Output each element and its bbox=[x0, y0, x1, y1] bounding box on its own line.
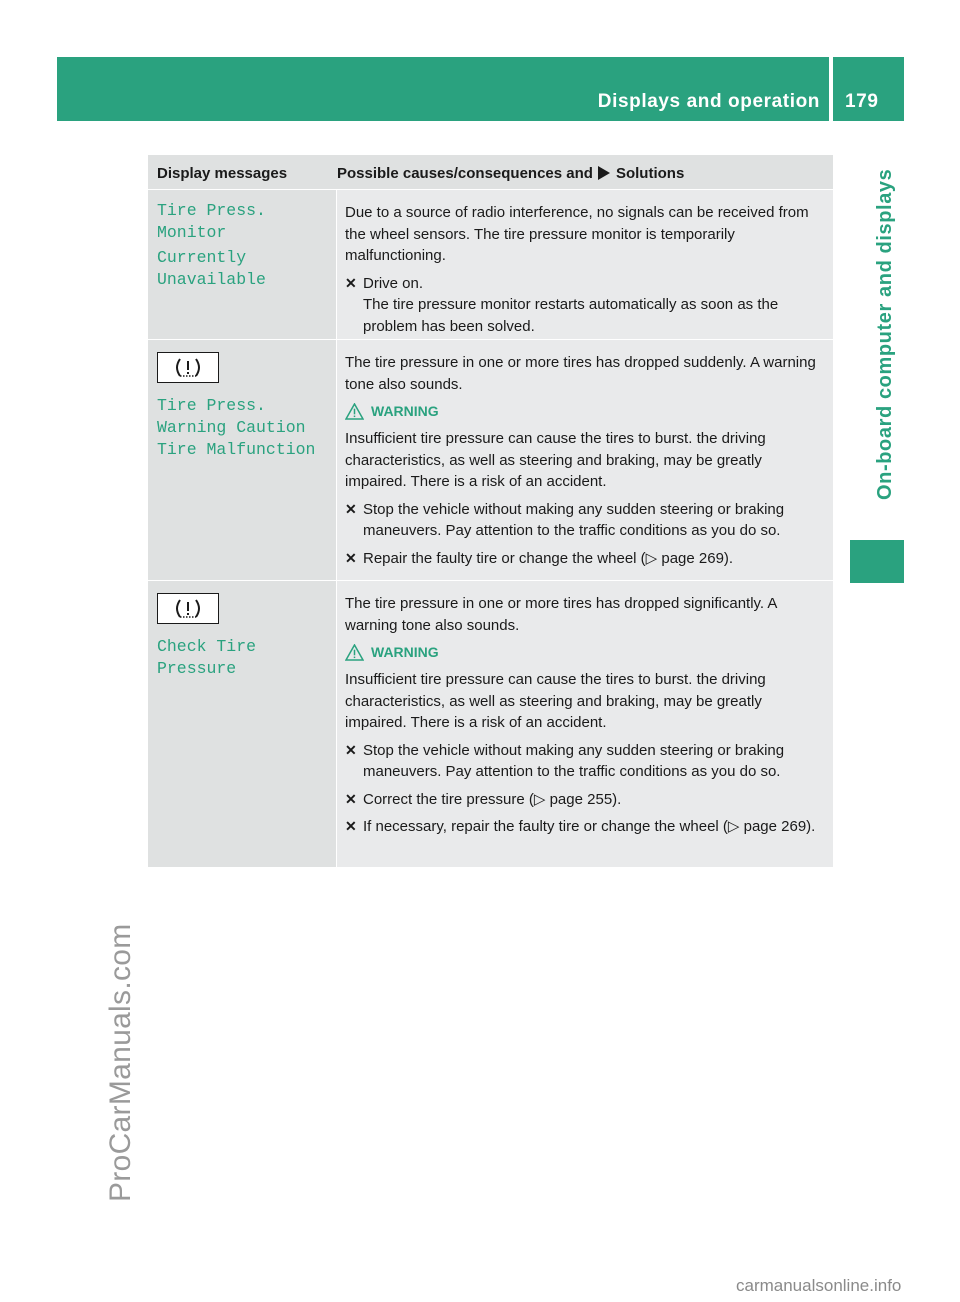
instruction-text: If necessary, repair the faulty tire or change the wheel (▷ page 269). bbox=[363, 818, 816, 835]
cause-text: Due to a source of radio interference, no signals can be received from the wheel sensors. The tire pressure monitor is temporarily malfunctioning. bbox=[345, 204, 809, 264]
table-row bbox=[148, 190, 833, 340]
warning-heading bbox=[345, 401, 827, 421]
display-message-cell bbox=[148, 340, 337, 580]
instruction-body bbox=[363, 273, 827, 338]
display-message-line: Tire Press. bbox=[157, 396, 266, 415]
tire-pressure-warning-icon bbox=[157, 352, 219, 383]
tire-pressure-icon-graphic bbox=[175, 357, 201, 379]
warning-triangle-icon bbox=[345, 403, 364, 420]
instruction-text: Drive on. bbox=[363, 274, 424, 292]
instruction-text: Stop the vehicle without making any sudden steering or braking maneuvers. Pay attention to the traffic conditions as you do so. bbox=[363, 741, 785, 780]
section-title: Displays and operation bbox=[597, 91, 820, 112]
display-message-line: Check Tire Pressure bbox=[157, 637, 257, 678]
warning-text: Insufficient tire pressure can cause the tires to burst. the driving characteristics, as well as steering and braking, may be greatly impaired. There is a risk of an accident. bbox=[345, 671, 766, 731]
solution-cell bbox=[337, 190, 833, 339]
instruction-result: The tire pressure monitor restarts automatically as soon as the problem has been solved. bbox=[363, 296, 779, 335]
table-row bbox=[148, 581, 833, 868]
step-marker-icon: ✕ bbox=[345, 818, 357, 834]
display-message-cell bbox=[148, 190, 337, 339]
column-header-causes-text: Possible causes/consequences and bbox=[337, 165, 593, 182]
display-message-cell bbox=[148, 581, 337, 867]
column-header-display-messages: Display messages bbox=[157, 165, 288, 182]
display-message-line: Unavailable bbox=[157, 270, 266, 289]
column-header-causes bbox=[337, 155, 833, 189]
tire-pressure-warning-icon bbox=[157, 593, 219, 624]
watermark-procarmanuals: ProCarManuals.com bbox=[104, 923, 137, 1202]
header-divider bbox=[829, 57, 833, 121]
warning-label: WARNING bbox=[371, 644, 439, 660]
instruction-step bbox=[345, 548, 827, 570]
display-message-line: Tire Malfunction bbox=[157, 440, 316, 459]
cause-text: The tire pressure in one or more tires has dropped significantly. A warning tone also sounds. bbox=[345, 595, 777, 634]
warning-heading bbox=[345, 642, 827, 662]
side-tab-marker bbox=[850, 540, 904, 583]
display-message-line: Currently bbox=[157, 248, 247, 267]
instruction-step bbox=[345, 789, 827, 811]
instruction-text: Correct the tire pressure (▷ page 255). bbox=[363, 790, 622, 808]
cause-text: The tire pressure in one or more tires has dropped suddenly. A warning tone also sounds. bbox=[345, 354, 816, 393]
instruction-step bbox=[345, 273, 827, 338]
display-message-line: Warning Caution bbox=[157, 418, 306, 437]
solution-cell bbox=[337, 340, 833, 580]
warning-text: Insufficient tire pressure can cause the tires to burst. the driving characteristics, as well as steering and braking, may be greatly impaired. There is a risk of an accident. bbox=[345, 430, 766, 490]
instruction-step bbox=[345, 499, 827, 542]
tire-pressure-icon-graphic bbox=[175, 598, 201, 620]
watermark-carmanualsonline: carmanualsonline.info bbox=[736, 1276, 902, 1295]
arrow-right-icon bbox=[598, 166, 610, 180]
solution-cell bbox=[337, 581, 833, 867]
instruction-step bbox=[345, 816, 827, 838]
instruction-step bbox=[345, 740, 827, 783]
instruction-text: Stop the vehicle without making any sudden steering or braking maneuvers. Pay attention to the traffic conditions as you do so. bbox=[363, 500, 785, 539]
step-marker-icon: ✕ bbox=[345, 274, 357, 291]
step-marker-icon: ✕ bbox=[345, 790, 357, 807]
step-marker-icon: ✕ bbox=[345, 500, 357, 517]
step-marker-icon: ✕ bbox=[345, 741, 357, 758]
step-marker-icon: ✕ bbox=[345, 549, 357, 566]
table-header-row bbox=[148, 155, 833, 190]
warning-label: WARNING bbox=[371, 403, 439, 419]
side-tab-label: On-board computer and displays bbox=[874, 168, 896, 500]
instruction-text: Repair the faulty tire or change the wheel (▷ page 269). bbox=[363, 549, 734, 567]
table-row bbox=[148, 340, 833, 581]
column-header-solutions-text: Solutions bbox=[615, 165, 685, 182]
display-message-line: Tire Press. Monitor bbox=[157, 201, 266, 242]
warning-triangle-icon bbox=[345, 644, 364, 661]
page-number: 179 bbox=[845, 91, 879, 112]
display-messages-table bbox=[148, 155, 833, 868]
